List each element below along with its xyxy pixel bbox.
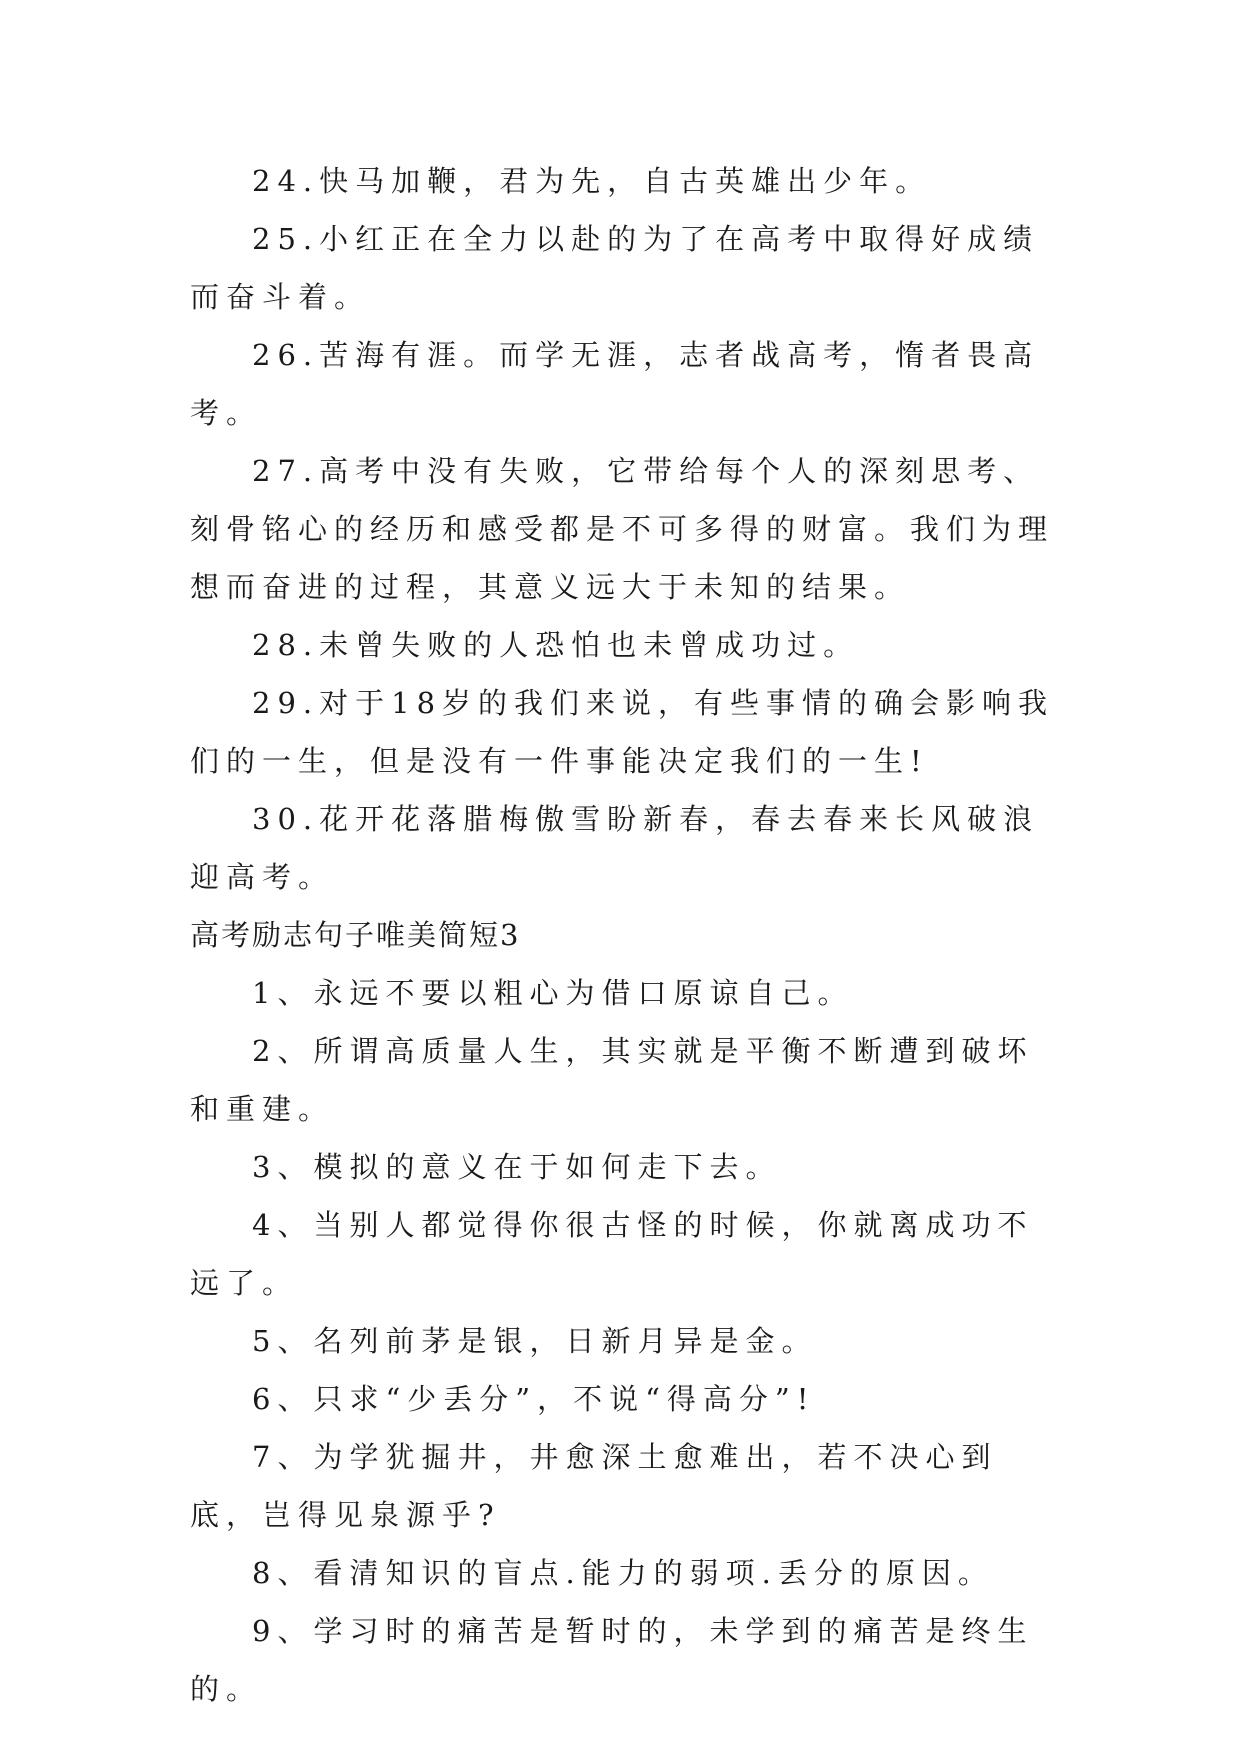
paragraph-28: 28.未曾失败的人恐怕也未曾成功过。 bbox=[252, 628, 860, 662]
paragraph-6: 6、只求“少丢分”，不说“得高分”! bbox=[252, 1382, 816, 1416]
paragraph-29: 29.对于18岁的我们来说，有些事情的确会影响我们的一生，但是没有一件事能决定我们的一生! bbox=[190, 686, 1055, 778]
paragraph-3: 3、模拟的意义在于如何走下去。 bbox=[252, 1150, 782, 1184]
paragraph-8: 8、看清知识的盲点.能力的弱项.丢分的原因。 bbox=[252, 1556, 994, 1590]
paragraph-7: 7、为学犹掘井，井愈深土愈难出，若不决心到底，岂得见泉源乎? bbox=[190, 1440, 998, 1532]
paragraph-4: 4、当别人都觉得你很古怪的时候，你就离成功不远了。 bbox=[190, 1208, 1034, 1300]
paragraph-30: 30.花开花落腊梅傲雪盼新春，春去春来长风破浪迎高考。 bbox=[190, 802, 1040, 894]
document-page bbox=[190, 152, 1060, 1718]
paragraph-9: 9、学习时的痛苦是暂时的，未学到的痛苦是终生的。 bbox=[190, 1614, 1034, 1706]
paragraph-24: 24.快马加鞭，君为先，自古英雄出少年。 bbox=[252, 164, 932, 198]
paragraph-1: 1、永远不要以粗心为借口原谅自己。 bbox=[252, 976, 854, 1010]
paragraph-2: 2、所谓高质量人生，其实就是平衡不断遭到破坏和重建。 bbox=[190, 1034, 1034, 1126]
paragraph-26: 26.苦海有涯。而学无涯，志者战高考，惰者畏高考。 bbox=[190, 338, 1040, 430]
paragraph-27: 27.高考中没有失败，它带给每个人的深刻思考、刻骨铭心的经历和感受都是不可多得的财富。我们为理想而奋进的过程，其意义远大于未知的结果。 bbox=[190, 454, 1055, 604]
paragraph-25: 25.小红正在全力以赴的为了在高考中取得好成绩而奋斗着。 bbox=[190, 222, 1040, 314]
section-heading: 高考励志句子唯美简短3 bbox=[190, 918, 521, 952]
paragraph-5: 5、名列前茅是银，日新月异是金。 bbox=[252, 1324, 818, 1358]
